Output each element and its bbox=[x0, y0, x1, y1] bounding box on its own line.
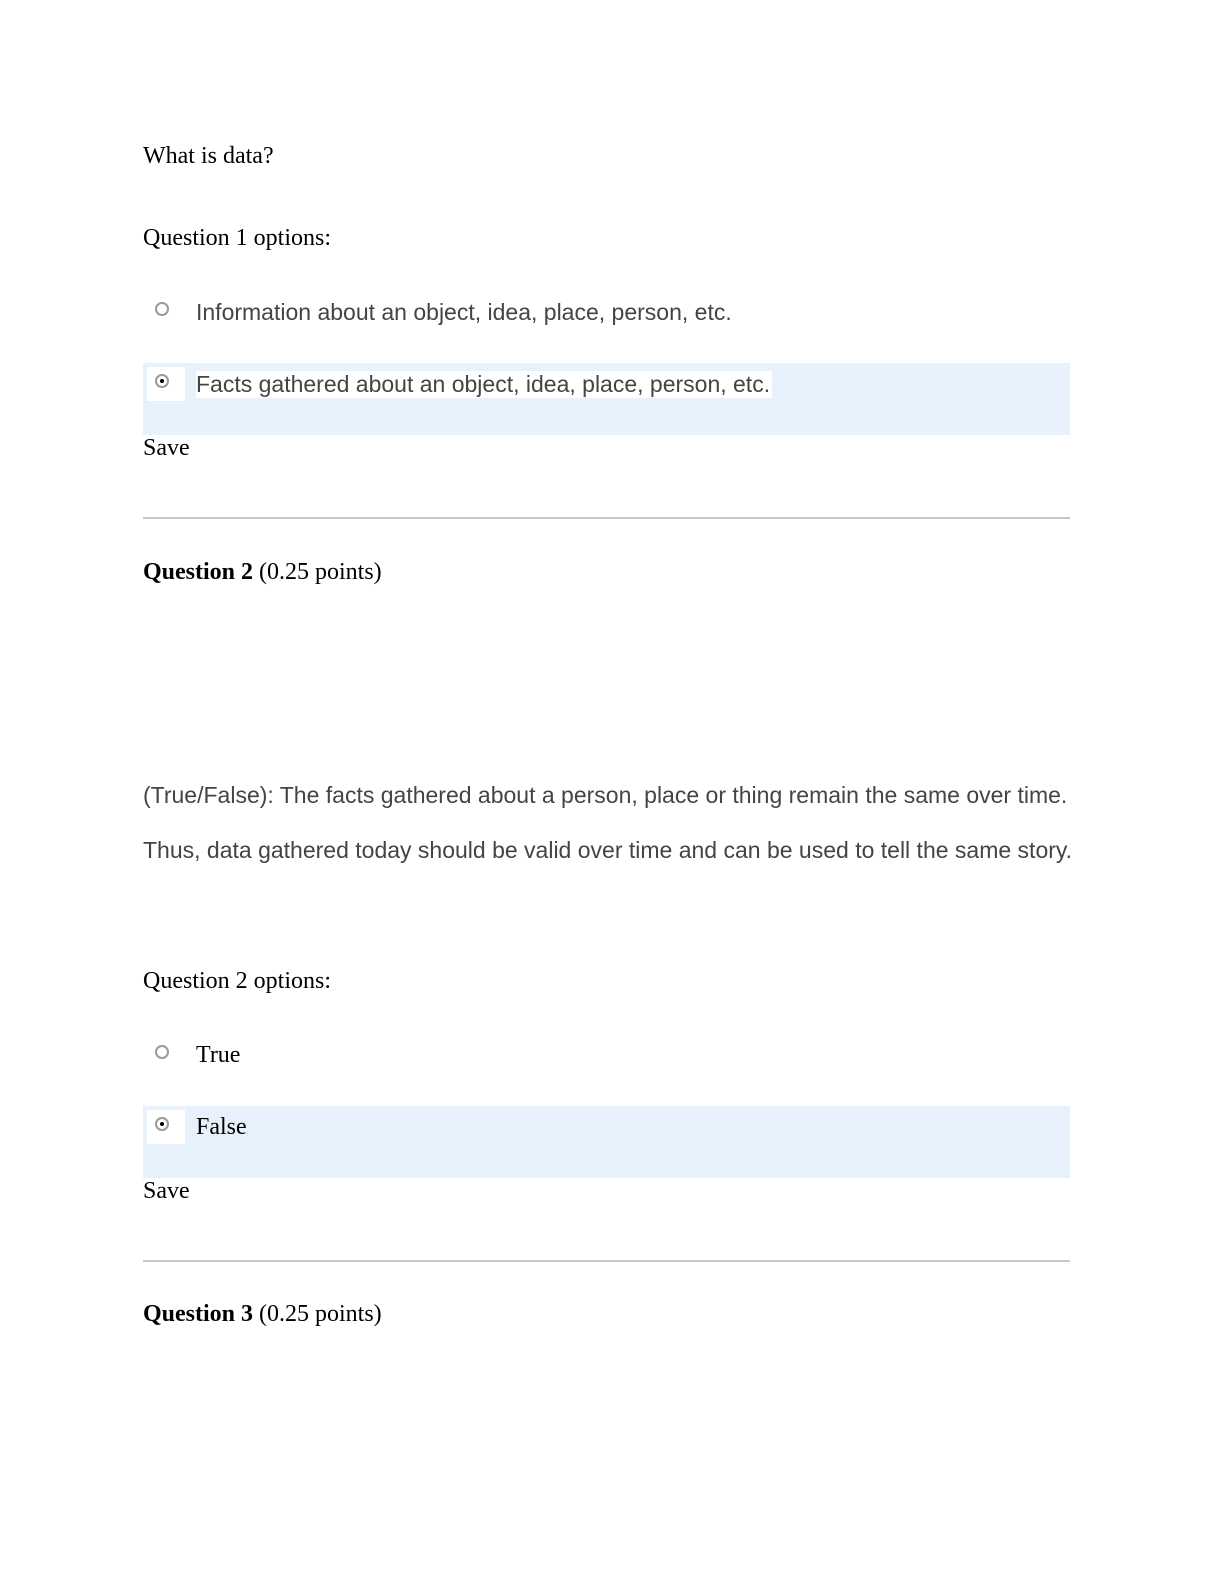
question-2-heading bbox=[143, 559, 382, 586]
question-1-option-2[interactable] bbox=[143, 363, 1070, 435]
radio-unchecked-icon bbox=[155, 1045, 169, 1059]
question-1-options-label: Question 1 options: bbox=[143, 225, 332, 251]
question-1-save-link[interactable]: Save bbox=[143, 435, 190, 461]
question-2-text: (True/False): The facts gathered about a person, place or thing remain the same over time. Thus, data gathered today should be valid over time and can be used to tell the same story. bbox=[143, 782, 1073, 863]
question-2-option-false[interactable] bbox=[143, 1106, 1070, 1178]
question-divider bbox=[143, 517, 1070, 519]
radio-button[interactable] bbox=[147, 295, 185, 329]
question-3-title: Question 3 bbox=[143, 1301, 254, 1327]
radio-checked-icon bbox=[155, 1117, 169, 1131]
option-label: True bbox=[196, 1042, 241, 1068]
question-2-title: Question 2 bbox=[143, 559, 254, 585]
question-2-points: (0.25 points) bbox=[259, 559, 382, 585]
question-1-text: What is data? bbox=[143, 143, 274, 169]
question-2-option-true[interactable] bbox=[143, 1034, 1070, 1106]
question-1-option-1[interactable] bbox=[143, 291, 1070, 363]
question-2-save-link[interactable]: Save bbox=[143, 1178, 190, 1204]
question-3-heading bbox=[143, 1301, 382, 1328]
question-2-options-label: Question 2 options: bbox=[143, 968, 332, 994]
question-3-points: (0.25 points) bbox=[259, 1301, 382, 1327]
radio-button[interactable] bbox=[147, 1038, 185, 1072]
radio-checked-icon bbox=[155, 374, 169, 388]
radio-unchecked-icon bbox=[155, 302, 169, 316]
radio-button[interactable] bbox=[147, 1110, 185, 1144]
radio-button[interactable] bbox=[147, 367, 185, 401]
option-label: Information about an object, idea, place, person, etc. bbox=[196, 299, 732, 325]
question-divider bbox=[143, 1260, 1070, 1262]
option-label: Facts gathered about an object, idea, place, person, etc. bbox=[196, 371, 771, 397]
option-label: False bbox=[196, 1114, 247, 1140]
